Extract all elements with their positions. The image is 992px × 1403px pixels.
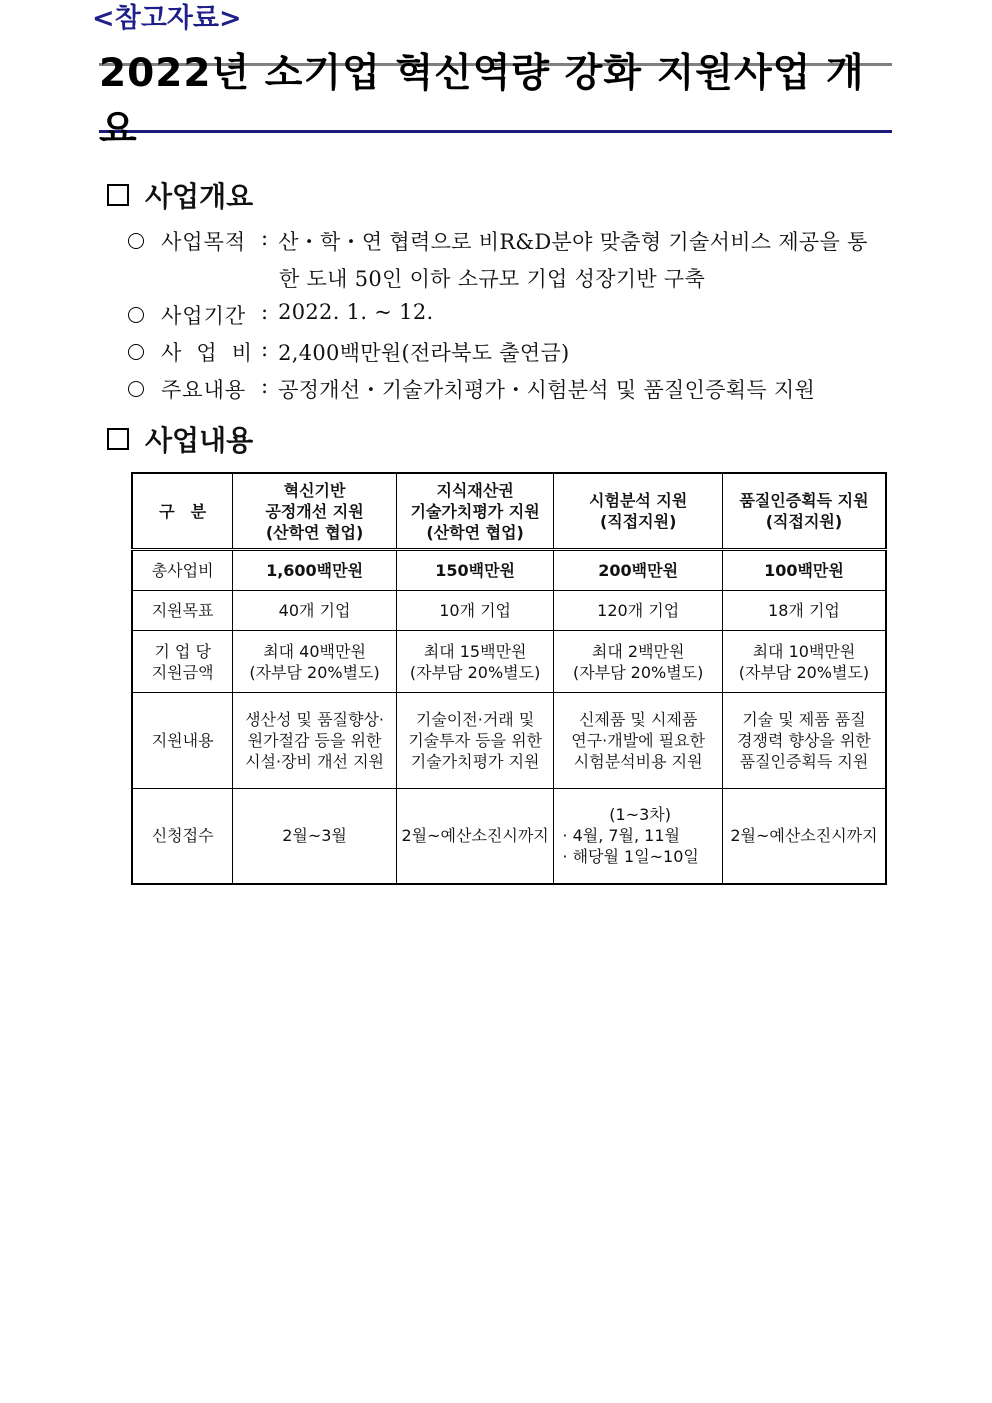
- column-header: 시험분석 지원 (직접지원): [554, 473, 723, 550]
- table-cell: 신제품 및 시제품 연구·개발에 필요한 시험분석비용 지원: [554, 693, 723, 789]
- bullet-period: 사업기간 : 2022. 1. ~ 12.: [128, 300, 433, 330]
- row-label: 지원내용: [132, 693, 233, 789]
- row-label: 신청접수: [132, 789, 233, 884]
- table-cell: 100백만원: [722, 550, 886, 591]
- table-cell: 최대 40백만원 (자부담 20%별도): [233, 631, 397, 693]
- square-bullet-icon: [107, 428, 129, 450]
- table-cell: 40개 기업: [233, 591, 397, 631]
- table-cell: 최대 2백만원 (자부담 20%별도): [554, 631, 723, 693]
- section-heading-overview: 사업개요: [107, 175, 253, 215]
- table-cell: 200백만원: [554, 550, 723, 591]
- table-row: [132, 693, 886, 789]
- table-cell: 2월~3월: [233, 789, 397, 884]
- section-heading-content: 사업내용: [107, 419, 253, 459]
- bullet-main-content: 주요내용 : 공정개선・기술가치평가・시험분석 및 품질인증획득 지원: [128, 374, 815, 404]
- bullet-budget: 사 업 비 : 2,400백만원(전라북도 출연금): [128, 337, 570, 367]
- table-cell: (1~3차) · 4월, 7월, 11월 · 해당월 1일~10일: [554, 789, 723, 884]
- table-cell: 120개 기업: [554, 591, 723, 631]
- row-label: 지원목표: [132, 591, 233, 631]
- circle-bullet-icon: [128, 307, 144, 323]
- table-corner-cell: 구 분: [132, 473, 233, 550]
- table-row: [132, 631, 886, 693]
- table-cell: 150백만원: [396, 550, 554, 591]
- table-row: [132, 591, 886, 631]
- circle-bullet-icon: [128, 233, 144, 249]
- title-box: [99, 51, 892, 152]
- column-header: 품질인증획득 지원 (직접지원): [722, 473, 886, 550]
- table-cell: 2월~예산소진시까지: [396, 789, 554, 884]
- table-cell: 10개 기업: [396, 591, 554, 631]
- circle-bullet-icon: [128, 344, 144, 360]
- table-header-row: [132, 473, 886, 550]
- program-table: [131, 472, 887, 885]
- table-cell: 기술 및 제품 품질 경쟁력 향상을 위한 품질인증획득 지원: [722, 693, 886, 789]
- table-cell: 생산성 및 품질향상· 원가절감 등을 위한 시설·장비 개선 지원: [233, 693, 397, 789]
- bullet-purpose-continued: 한 도내 50인 이하 소규모 기업 성장기반 구축: [279, 267, 706, 291]
- table-cell: 1,600백만원: [233, 550, 397, 591]
- square-bullet-icon: [107, 184, 129, 206]
- table-cell: 최대 15백만원 (자부담 20%별도): [396, 631, 554, 693]
- row-label: 기 업 당 지원금액: [132, 631, 233, 693]
- bullet-purpose: 사업목적 : 산・학・연 협력으로 비R&D분야 맞춤형 기술서비스 제공을 통: [128, 226, 868, 256]
- table-cell: 기술이전·거래 및 기술투자 등을 위한 기술가치평가 지원: [396, 693, 554, 789]
- table-cell: 2월~예산소진시까지: [722, 789, 886, 884]
- column-header: 혁신기반 공정개선 지원 (산학연 협업): [233, 473, 397, 550]
- reference-tag: <참고자료>: [92, 3, 242, 34]
- table-cell: 최대 10백만원 (자부담 20%별도): [722, 631, 886, 693]
- table-cell: 18개 기업: [722, 591, 886, 631]
- column-header: 지식재산권 기술가치평가 지원 (산학연 협업): [396, 473, 554, 550]
- row-label: 총사업비: [132, 550, 233, 591]
- table-row: [132, 550, 886, 591]
- table-row: [132, 789, 886, 884]
- page-title: 2022년 소기업 혁신역량 강화 지원사업 개요: [99, 51, 865, 152]
- circle-bullet-icon: [128, 381, 144, 397]
